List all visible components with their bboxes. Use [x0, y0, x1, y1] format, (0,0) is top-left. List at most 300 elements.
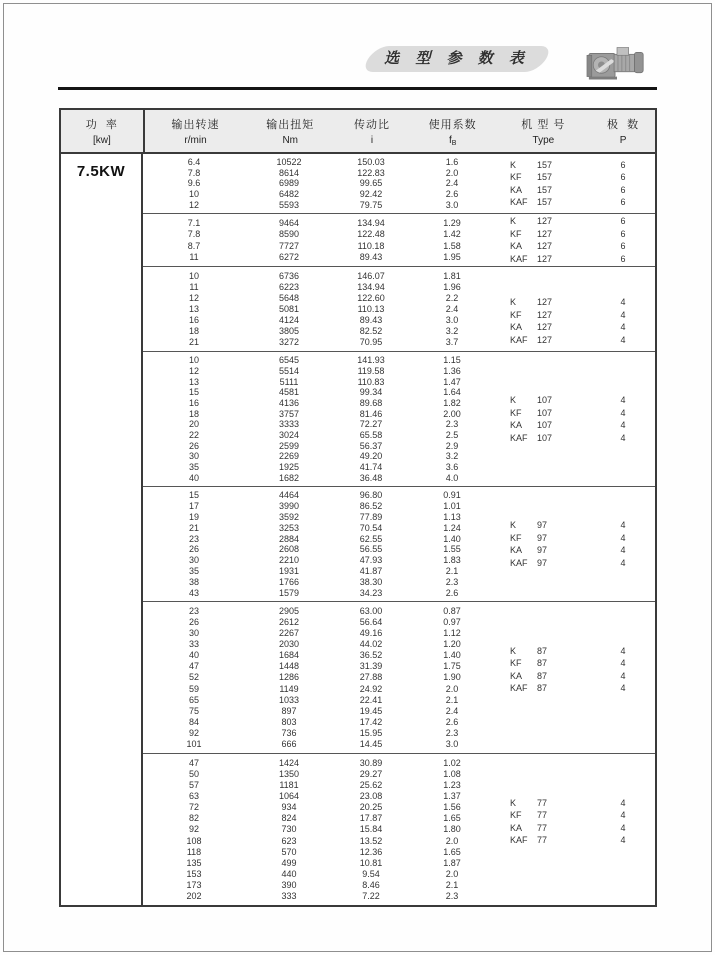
torque-value: 2905: [278, 605, 300, 616]
speed-value: 33: [188, 638, 199, 649]
model-type: [495, 228, 591, 241]
speed-value: 7.8: [187, 229, 201, 240]
model-size: 107: [537, 420, 553, 430]
torque-value: 5514: [278, 365, 300, 376]
model-prefix: KF: [510, 228, 522, 239]
factor-value: 1.58: [443, 240, 461, 251]
speed-value: 202: [186, 891, 202, 902]
ratio-value: 63.00: [359, 605, 383, 616]
ratio-group: [143, 267, 655, 352]
poles-value: 4: [620, 297, 626, 307]
factor-value: 2.1: [445, 880, 459, 891]
ratio-value: 81.46: [359, 408, 383, 419]
model-prefix: KA: [510, 184, 523, 195]
model-size: 87: [537, 670, 548, 681]
model-prefix: K: [510, 797, 517, 808]
ratio-value: 56.37: [359, 440, 383, 451]
torque-value: 1181: [279, 779, 299, 790]
speed-value: 26: [188, 440, 199, 451]
torque-value: 1350: [278, 768, 300, 779]
model-prefix: KA: [510, 241, 523, 251]
factor-value: 1.90: [443, 672, 461, 683]
model-size: 97: [537, 557, 548, 568]
torque-value: 3805: [278, 326, 300, 337]
torque-value: 1682: [278, 472, 300, 483]
model-type: [495, 645, 591, 658]
factor-value: 2.6: [445, 587, 459, 598]
header-service-factor-unit: $f_B$: [448, 134, 457, 147]
factor-value: 3.2: [445, 326, 459, 337]
torque-column: [245, 154, 333, 213]
factor-value: 1.40: [443, 650, 461, 661]
torque-value: 6545: [278, 355, 300, 366]
torque-value: 6223: [278, 281, 300, 292]
speed-value: 108: [186, 835, 202, 846]
ratio-value: 8.46: [362, 880, 380, 891]
ratio-column: [333, 754, 409, 905]
factor-value: 1.96: [443, 281, 461, 292]
model-type: [495, 797, 591, 810]
speed-value: 18: [188, 408, 199, 419]
factor-value: 2.3: [445, 891, 459, 902]
model-prefix: KF: [510, 810, 522, 820]
poles-value: 4: [620, 407, 626, 418]
model-type-column: [495, 594, 591, 745]
factor-value: 1.20: [443, 638, 461, 649]
ratio-value: 99.34: [359, 387, 383, 398]
ratio-group: [143, 754, 655, 905]
factor-value: 2.6: [445, 716, 459, 727]
ratio-value: 122.60: [357, 292, 385, 303]
torque-value: 824: [281, 813, 297, 824]
speed-value: 153: [186, 868, 202, 879]
model-prefix: KF: [510, 309, 522, 320]
speed-value: 38: [188, 576, 199, 587]
ratio-value: 150.03: [357, 157, 385, 168]
factor-value: 1.36: [443, 365, 461, 376]
torque-value: 9464: [278, 217, 300, 228]
speed-value: 23: [188, 533, 199, 544]
model-type: [495, 184, 591, 197]
torque-value: 1931: [278, 565, 300, 576]
torque-value: 2599: [278, 440, 300, 451]
header-power: [61, 110, 145, 152]
model-prefix: KAF: [510, 683, 528, 693]
speed-column: [143, 154, 245, 213]
speed-value: 75: [188, 705, 199, 716]
torque-column: [245, 602, 333, 753]
factor-column: [409, 754, 495, 905]
model-type-column: [495, 487, 591, 601]
header-torque: [246, 110, 334, 152]
model-size: 87: [537, 645, 548, 656]
header-power-unit: [kw]: [92, 135, 111, 146]
torque-value: 6736: [278, 270, 300, 281]
torque-value: 4581: [278, 387, 300, 398]
data-groups: [143, 154, 655, 905]
speed-value: 35: [188, 461, 199, 472]
factor-value: 1.47: [443, 376, 461, 387]
model-prefix: KF: [510, 407, 522, 418]
ratio-value: 134.94: [357, 281, 385, 292]
speed-value: 20: [188, 419, 199, 430]
torque-value: 2884: [278, 533, 300, 544]
factor-value: 2.9: [445, 440, 459, 451]
power-column: [61, 154, 143, 905]
ratio-value: 62.55: [359, 533, 383, 544]
speed-value: 173: [186, 880, 202, 891]
torque-value: 4124: [278, 315, 300, 326]
speed-value: 7.8: [187, 167, 201, 178]
power-value: 7.5KW: [76, 163, 126, 180]
torque-value: 390: [281, 880, 297, 891]
ratio-value: 9.54: [362, 868, 380, 879]
speed-value: 10: [188, 189, 199, 200]
poles-column: [591, 746, 655, 897]
speed-value: 12: [188, 292, 199, 303]
ratio-value: 122.48: [357, 229, 385, 240]
speed-column: [143, 754, 245, 905]
torque-column: [245, 754, 333, 905]
factor-value: 1.01: [443, 501, 461, 512]
header-ratio: [334, 110, 410, 152]
ratio-value: 65.58: [359, 429, 383, 440]
torque-value: 3024: [278, 429, 300, 440]
speed-value: 35: [188, 565, 199, 576]
ratio-value: 27.88: [359, 672, 383, 683]
header-poles-unit: P: [619, 135, 627, 146]
factor-value: 2.4: [445, 705, 459, 716]
torque-value: 934: [281, 802, 297, 813]
factor-value: 0.91: [443, 490, 461, 501]
torque-value: 1033: [278, 694, 300, 705]
model-prefix: KA: [510, 545, 523, 555]
speed-value: 21: [188, 337, 199, 348]
model-type: [495, 519, 591, 532]
speed-value: 26: [188, 616, 199, 627]
model-type-column: [495, 352, 591, 486]
model-type-column: [495, 214, 591, 266]
torque-value: 3990: [278, 501, 300, 512]
poles-column: [591, 487, 655, 601]
poles-column: [591, 214, 655, 266]
ratio-column: [333, 487, 409, 601]
ratio-group: [143, 602, 655, 754]
torque-value: 6989: [278, 178, 300, 189]
factor-value: 1.24: [443, 522, 461, 533]
header-ratio-unit: i: [370, 135, 374, 146]
ratio-value: 31.39: [359, 661, 383, 672]
speed-value: 26: [188, 544, 199, 555]
model-prefix: K: [510, 216, 517, 226]
model-size: 127: [537, 241, 553, 251]
ratio-value: 141.93: [357, 355, 385, 366]
ratio-value: 89.43: [359, 315, 383, 326]
speed-value: 30: [188, 627, 199, 638]
factor-value: 1.80: [443, 824, 461, 835]
factor-value: 2.1: [445, 694, 459, 705]
model-type-column: [495, 746, 591, 897]
torque-column: [245, 487, 333, 601]
factor-value: 1.95: [443, 252, 461, 263]
speed-value: 92: [188, 728, 199, 739]
factor-value: 2.4: [445, 303, 459, 314]
speed-value: 22: [188, 429, 199, 440]
torque-value: 1424: [278, 757, 300, 768]
page-title: 选 型 参 数 表: [384, 50, 530, 67]
ratio-group: [143, 487, 655, 602]
poles-value: 4: [620, 520, 626, 530]
speed-value: 82: [188, 813, 199, 824]
model-prefix: KAF: [510, 557, 528, 568]
ratio-value: 12.36: [359, 846, 383, 857]
model-prefix: K: [510, 520, 517, 530]
torque-value: 4136: [278, 397, 300, 408]
factor-value: 1.82: [443, 397, 461, 408]
model-type: [495, 532, 591, 545]
speed-value: 17: [188, 501, 199, 512]
torque-value: 8614: [278, 167, 300, 178]
poles-column: [591, 154, 655, 213]
speed-value: 10: [188, 355, 199, 366]
speed-value: 65: [188, 694, 199, 705]
model-prefix: KF: [510, 658, 522, 668]
ratio-value: 23.08: [359, 790, 383, 801]
model-type: [495, 822, 591, 835]
poles-column: [591, 594, 655, 745]
model-prefix: KF: [510, 172, 522, 182]
ratio-value: 92.42: [359, 189, 383, 200]
model-prefix: KAF: [510, 835, 528, 845]
model-type: [495, 240, 591, 253]
poles-value: 4: [620, 835, 626, 845]
ratio-column: [333, 267, 409, 351]
factor-value: 2.4: [445, 178, 459, 189]
factor-value: 2.0: [445, 868, 459, 879]
speed-column: [143, 487, 245, 601]
torque-value: 3253: [278, 522, 300, 533]
speed-value: 15: [188, 387, 199, 398]
poles-value: 6: [620, 197, 626, 207]
speed-column: [143, 214, 245, 266]
factor-value: 3.7: [445, 337, 459, 348]
model-prefix: K: [510, 159, 517, 170]
ratio-value: 44.02: [359, 638, 383, 649]
torque-value: 736: [281, 728, 297, 739]
model-size: 157: [537, 197, 553, 207]
poles-value: 6: [620, 228, 626, 239]
factor-value: 1.6: [445, 157, 459, 168]
ratio-value: 146.07: [357, 270, 385, 281]
ratio-value: 15.95: [359, 728, 383, 739]
torque-value: 897: [281, 705, 297, 716]
torque-value: 440: [281, 868, 297, 879]
ratio-value: 22.41: [359, 694, 383, 705]
model-type: [495, 196, 591, 209]
ratio-value: 110.13: [357, 303, 385, 314]
speed-value: 7.1: [187, 217, 201, 228]
factor-value: 2.3: [445, 419, 459, 430]
model-size: 127: [537, 253, 553, 264]
factor-value: 2.0: [445, 167, 459, 178]
model-type: [495, 432, 591, 445]
poles-value: 4: [620, 797, 626, 808]
speed-value: 92: [188, 824, 199, 835]
factor-value: 0.87: [443, 605, 461, 616]
speed-value: 135: [186, 857, 202, 868]
speed-value: 57: [188, 779, 199, 790]
ratio-value: 10.81: [359, 857, 383, 868]
model-prefix: KAF: [510, 334, 528, 345]
factor-value: 3.0: [445, 739, 459, 750]
factor-value: 1.29: [443, 217, 461, 228]
ratio-value: 7.22: [362, 891, 380, 902]
model-type: [495, 171, 591, 184]
model-prefix: K: [510, 645, 517, 656]
factor-value: 1.83: [443, 555, 461, 566]
speed-value: 11: [189, 281, 199, 292]
ratio-value: 36.48: [359, 472, 383, 483]
header-type-label: 机 型 号: [521, 119, 566, 131]
speed-value: 101: [186, 739, 202, 750]
model-type: [495, 394, 591, 407]
ratio-value: 134.94: [357, 217, 385, 228]
ratio-column: [333, 214, 409, 266]
poles-value: 4: [620, 432, 626, 443]
model-type: [495, 682, 591, 695]
model-prefix: KAF: [510, 197, 528, 207]
poles-value: 6: [620, 172, 626, 182]
torque-column: [245, 352, 333, 486]
ratio-value: 79.75: [359, 199, 383, 210]
factor-value: 1.42: [443, 229, 461, 240]
ratio-value: 34.23: [359, 587, 383, 598]
torque-value: 1579: [278, 587, 300, 598]
model-type: [495, 657, 591, 670]
model-type: [495, 419, 591, 432]
poles-value: 6: [620, 241, 626, 251]
model-size: 97: [537, 520, 548, 530]
model-type: [495, 321, 591, 334]
speed-column: [143, 267, 245, 351]
speed-value: 15: [188, 490, 199, 501]
torque-value: 6272: [278, 252, 300, 263]
speed-value: 47: [188, 661, 199, 672]
ratio-group: [143, 154, 655, 214]
torque-value: 7727: [278, 240, 300, 251]
factor-value: 2.0: [445, 835, 459, 846]
ratio-value: 72.27: [359, 419, 383, 430]
factor-value: 1.55: [443, 544, 461, 555]
factor-value: 2.0: [445, 683, 459, 694]
torque-value: 1286: [278, 672, 300, 683]
poles-value: 6: [620, 253, 626, 264]
torque-value: 4464: [278, 490, 300, 501]
torque-value: 570: [281, 846, 297, 857]
speed-value: 18: [188, 326, 199, 337]
ratio-value: 49.20: [359, 451, 383, 462]
torque-value: 2267: [278, 627, 300, 638]
model-size: 97: [537, 532, 548, 543]
model-size: 77: [537, 822, 548, 833]
speed-value: 47: [188, 757, 199, 768]
torque-value: 1064: [278, 790, 300, 801]
ratio-value: 19.45: [359, 705, 383, 716]
factor-column: [409, 214, 495, 266]
poles-value: 6: [620, 216, 626, 226]
model-size: 127: [537, 334, 553, 345]
poles-value: 4: [620, 645, 626, 656]
ratio-value: 41.74: [359, 461, 383, 472]
ratio-value: 70.95: [359, 337, 383, 348]
header-speed: [145, 110, 247, 152]
model-size: 157: [537, 172, 553, 182]
torque-value: 1684: [278, 650, 300, 661]
factor-value: 4.0: [445, 472, 459, 483]
ratio-value: 25.62: [359, 779, 383, 790]
torque-value: 803: [281, 716, 297, 727]
model-prefix: K: [510, 297, 517, 307]
poles-value: 4: [620, 420, 626, 430]
speed-value: 59: [188, 683, 199, 694]
ratio-value: 49.16: [359, 627, 383, 638]
model-type: [495, 809, 591, 822]
header-poles-label: 极 数: [607, 119, 640, 131]
header-torque-unit: Nm: [282, 135, 298, 146]
model-type-column: [495, 267, 591, 351]
model-type: [495, 670, 591, 683]
torque-value: 3757: [278, 408, 300, 419]
model-size: 127: [537, 228, 553, 239]
model-size: 157: [537, 184, 553, 195]
poles-value: 4: [620, 683, 626, 693]
speed-value: 118: [186, 846, 202, 857]
model-type: [495, 159, 591, 172]
poles-value: 4: [620, 822, 626, 833]
model-size: 77: [537, 835, 548, 845]
ratio-column: [333, 602, 409, 753]
model-prefix: KA: [510, 322, 523, 332]
speed-value: 8.7: [187, 240, 201, 251]
ratio-value: 89.43: [359, 252, 383, 263]
model-size: 157: [537, 159, 553, 170]
poles-value: 6: [620, 184, 626, 195]
factor-value: 2.6: [445, 189, 459, 200]
factor-value: 3.6: [445, 461, 459, 472]
ratio-value: 70.54: [359, 522, 383, 533]
factor-value: 2.2: [445, 292, 459, 303]
torque-value: 10522: [276, 157, 302, 168]
factor-column: [409, 602, 495, 753]
model-size: 127: [537, 322, 553, 332]
speed-column: [143, 602, 245, 753]
torque-value: 5648: [278, 292, 300, 303]
ratio-value: 56.64: [359, 616, 383, 627]
poles-value: 4: [620, 810, 626, 820]
model-size: 107: [537, 407, 553, 418]
poles-value: 4: [620, 309, 626, 320]
torque-value: 2030: [278, 638, 300, 649]
torque-value: 5081: [278, 303, 300, 314]
torque-value: 1766: [278, 576, 300, 587]
factor-value: 1.08: [443, 768, 461, 779]
ratio-value: 13.52: [359, 835, 383, 846]
ratio-value: 110.83: [357, 376, 385, 387]
model-type: [495, 253, 591, 266]
model-type: [495, 557, 591, 570]
factor-value: 1.23: [443, 779, 461, 790]
torque-column: [245, 267, 333, 351]
